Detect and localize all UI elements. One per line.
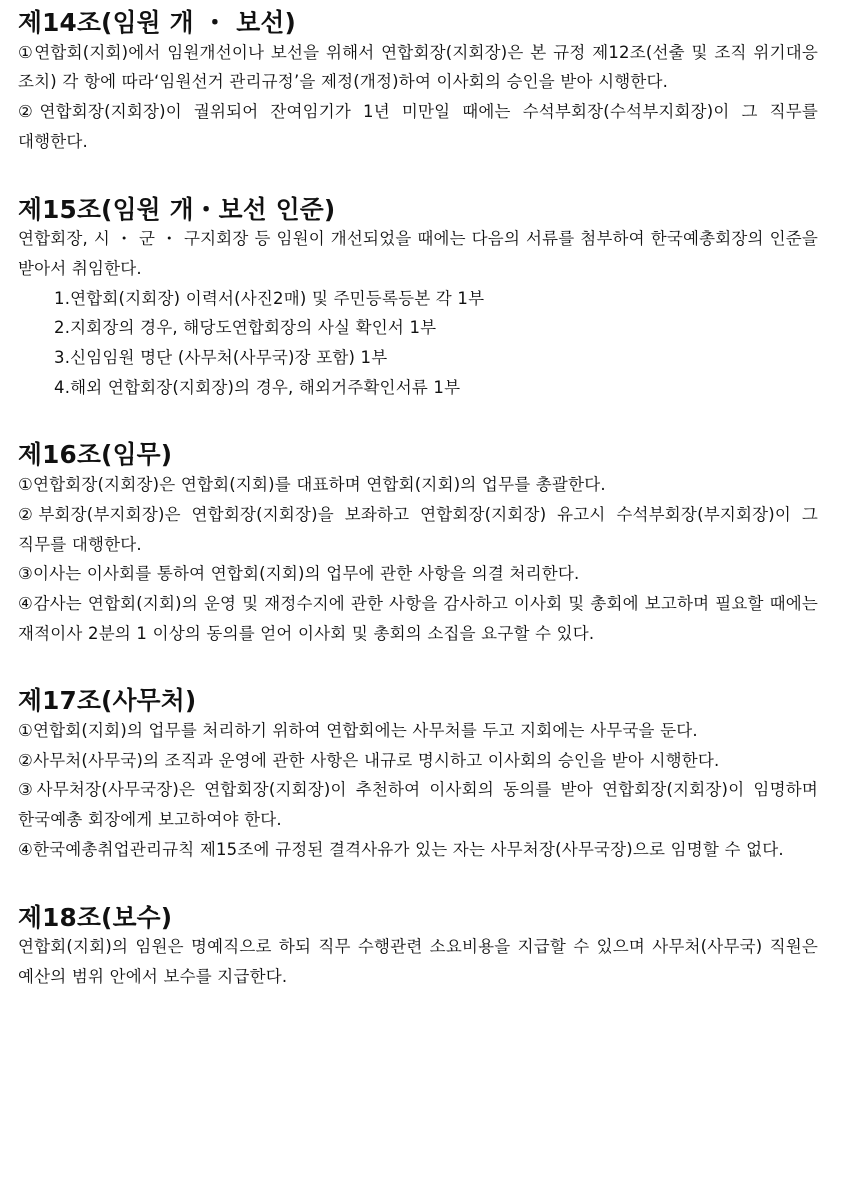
article-paragraph: ①연합회장(지회장)은 연합회(지회)를 대표하며 연합회(지회)의 업무를 총괄한다. (18, 475, 606, 495)
article-title: 제18조(보수) (18, 902, 173, 932)
article-paragraph: ④한국예총취업관리규칙 제15조에 규정된 결격사유가 있는 자는 사무처장(사무국장)으로 임명할 수 없다. (18, 839, 784, 859)
article-paragraph: ①연합회(지회)에서 임원개선이나 보선을 위해서 연합회장(지회장)은 본 규정 제12조(선출 및 조직 위기대응 조치) 각 항에 따라‘임원선거 관리규정’을 제정(개정)하여 이사회의 승인을 받아 시행한다. (18, 42, 818, 92)
list-item: 4.해외 연합회장(지회장)의 경우, 해외거주확인서류 1부 (54, 377, 461, 397)
article-title: 제17조(사무처) (18, 686, 197, 716)
article-title: 제15조(임원 개・보선 인준) (18, 194, 336, 224)
article-17 (18, 686, 818, 864)
article-title: 제14조(임원 개 ・ 보선) (18, 8, 297, 37)
article-paragraph: ②연합회장(지회장)이 궐위되어 잔여임기가 1년 미만일 때에는 수석부회장(수석부지회장)이 그 직무를 대행한다. (18, 102, 818, 151)
article-paragraph: ③사무처장(사무국장)은 연합회장(지회장)이 추천하여 이사회의 동의를 받아 연합회장(지회장)이 임명하며 한국예총 회장에게 보고하여야 한다. (18, 780, 818, 830)
article-16 (18, 440, 818, 648)
article-paragraph: ①연합회(지회)의 업무를 처리하기 위하여 연합회에는 사무처를 두고 지회에는 사무국을 둔다. (18, 721, 698, 741)
article-paragraph: 연합회(지회)의 임원은 명예직으로 하되 직무 수행관련 소요비용을 지급할 수 있으며 사무처(사무국) 직원은 예산의 범위 안에서 보수를 지급한다. (18, 937, 818, 986)
article-18 (18, 903, 818, 992)
list-item: 2.지회장의 경우, 해당도연합회장의 사실 확인서 1부 (54, 318, 437, 338)
article-14 (18, 8, 818, 157)
list-item: 1.연합회(지회장) 이력서(사진2매) 및 주민등록등본 각 1부 (54, 288, 485, 308)
article-paragraph: ③이사는 이사회를 통하여 연합회(지회)의 업무에 관한 사항을 의결 처리한다. (18, 564, 580, 584)
article-paragraph: 연합회장, 시 ・ 군 ・ 구지회장 등 임원이 개선되었을 때에는 다음의 서류를 첨부하여 한국예총회장의 인준을 받아서 취임한다. (18, 229, 818, 278)
article-paragraph: ④감사는 연합회(지회)의 운영 및 재정수지에 관한 사항을 감사하고 이사회 및 총회에 보고하며 필요할 때에는 재적이사 2분의 1 이상의 동의를 얻어 이사회 및 총회의 소집을 요구할 수 있다. (18, 593, 818, 643)
article-paragraph: ②부회장(부지회장)은 연합회장(지회장)을 보좌하고 연합회장(지회장) 유고시 수석부회장(부지회장)이 그 직무를 대행한다. (18, 504, 818, 554)
article-paragraph: ②사무처(사무국)의 조직과 운영에 관한 사항은 내규로 명시하고 이사회의 승인을 받아 시행한다. (18, 750, 720, 770)
list-item: 3.신임임원 명단 (사무처(사무국)장 포함) 1부 (54, 348, 388, 368)
article-title: 제16조(임무) (18, 440, 173, 470)
document-list (18, 284, 818, 403)
document-page (18, 8, 818, 992)
article-15 (18, 195, 818, 403)
